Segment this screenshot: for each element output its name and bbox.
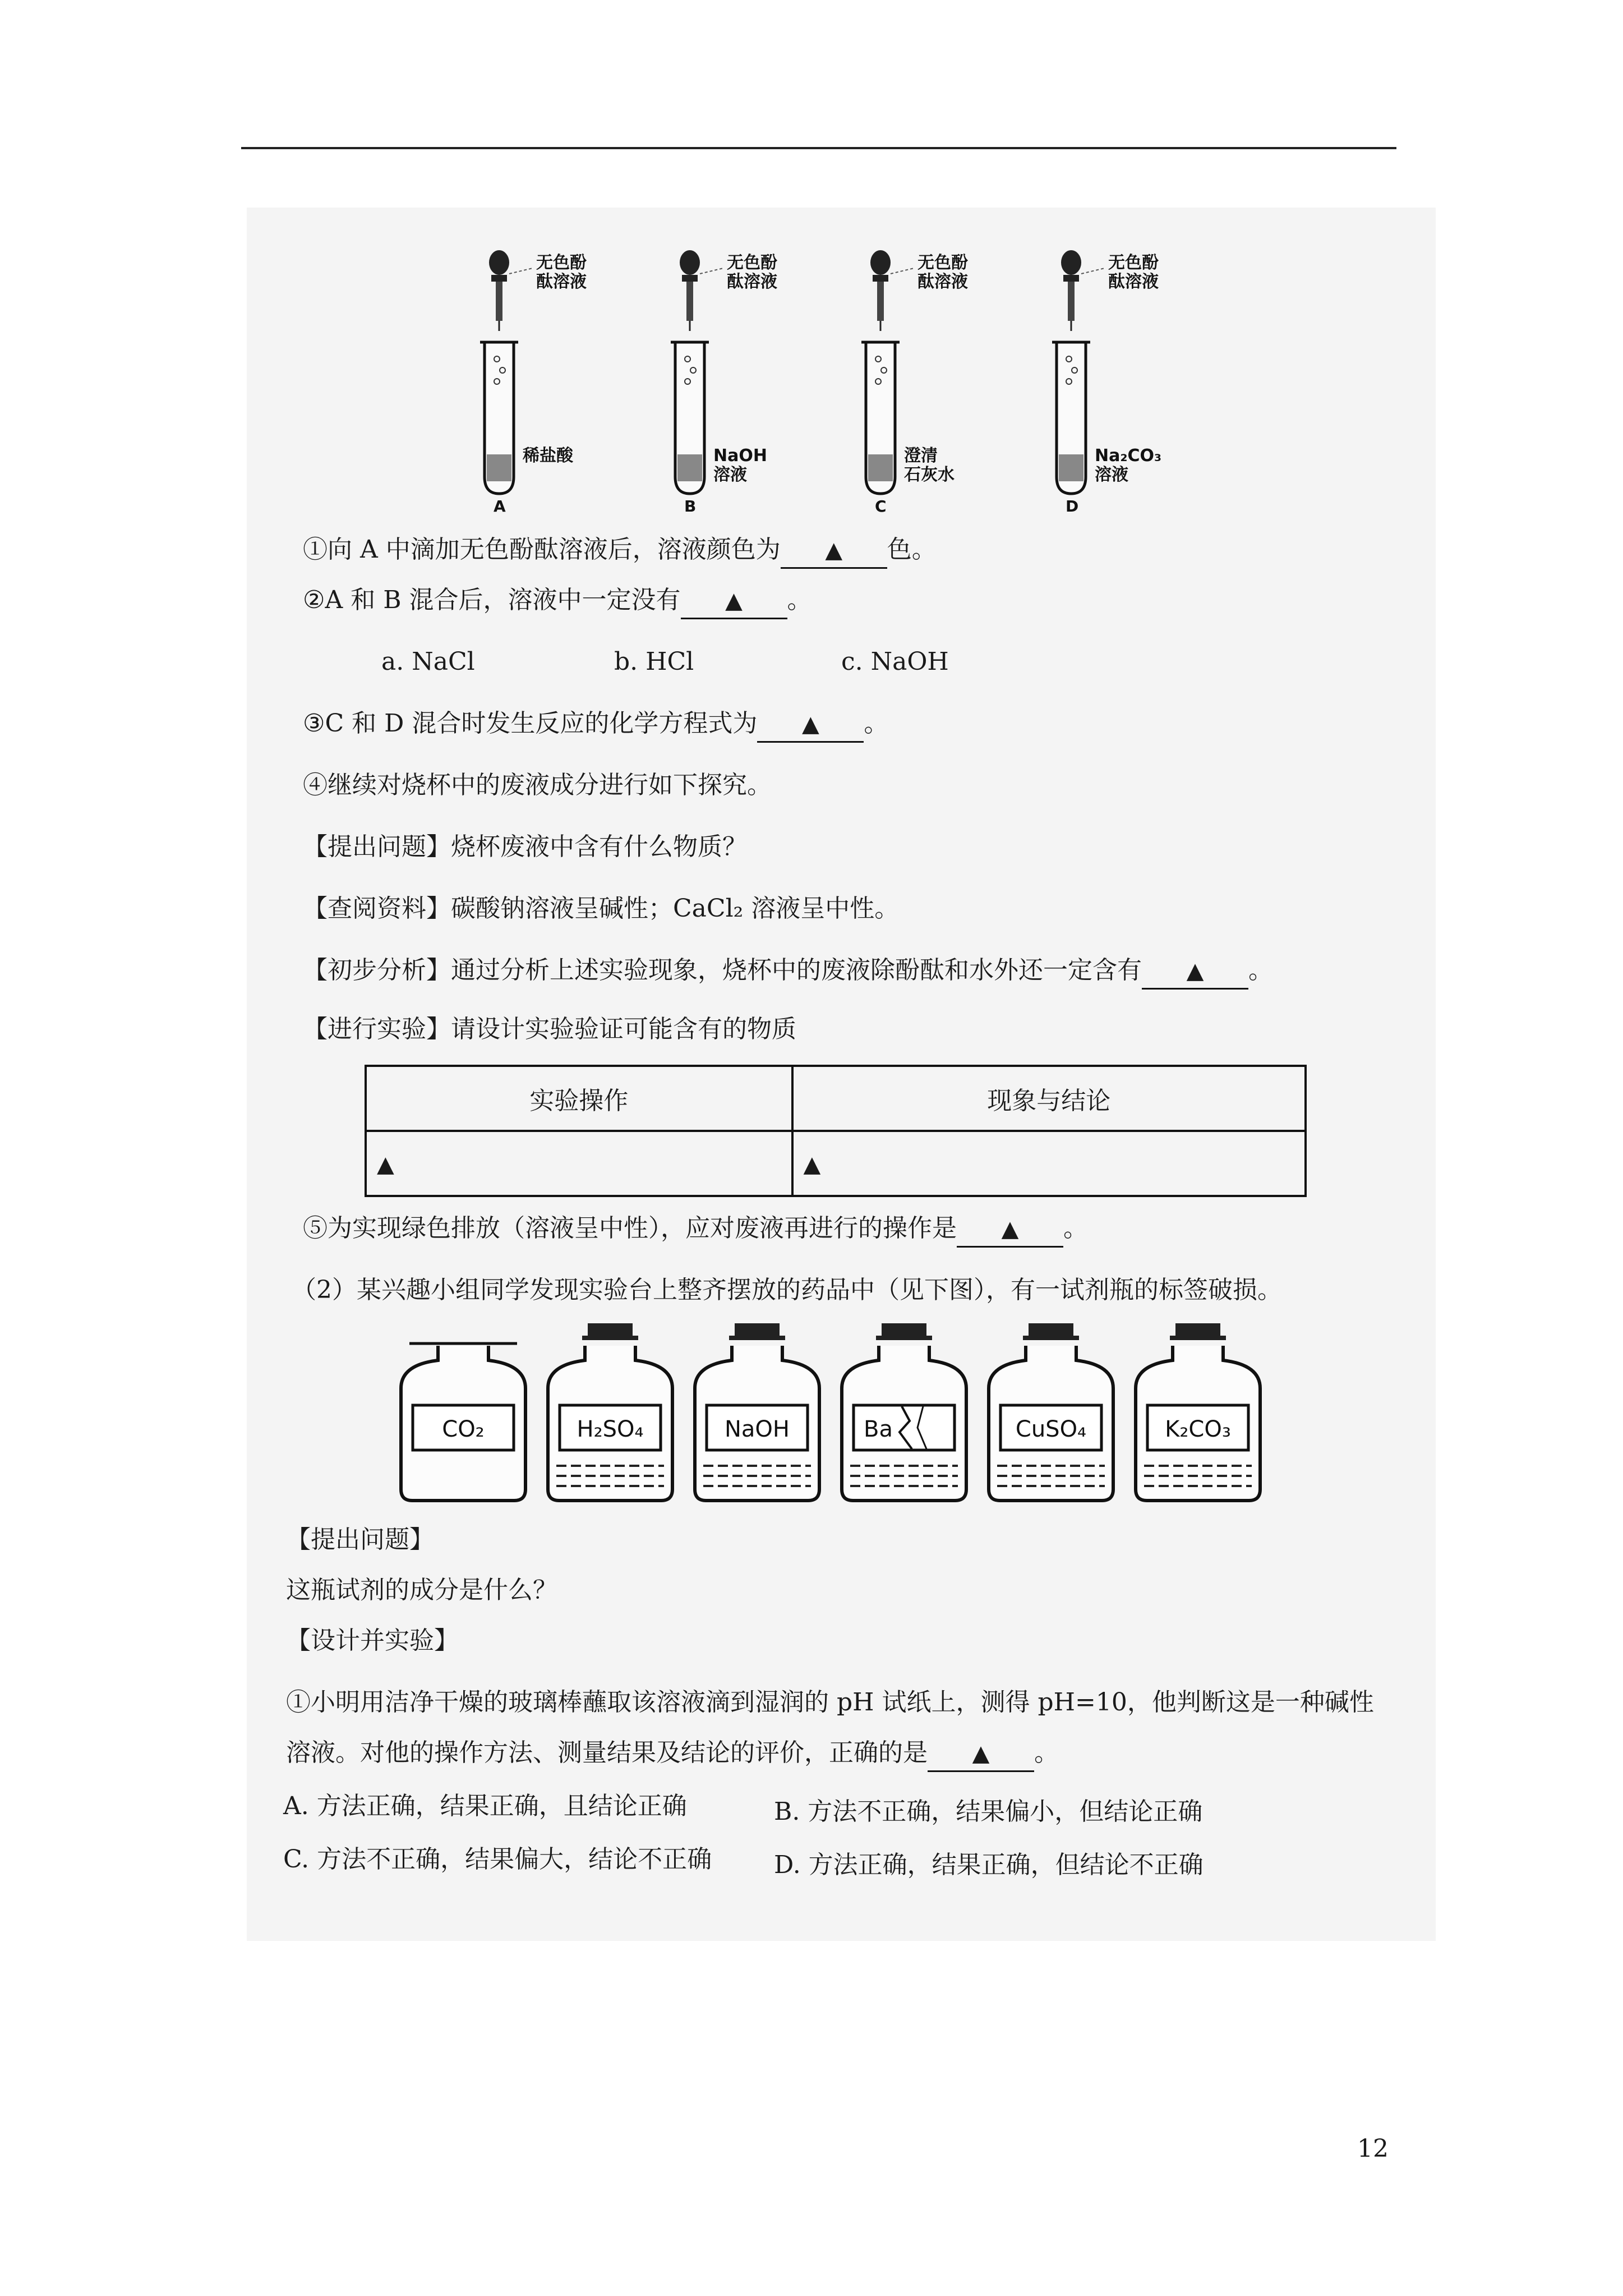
choice-d: D. 方法正确，结果正确，但结论不正确 xyxy=(774,1851,1204,1879)
q2-option-c: c. NaOH xyxy=(841,647,949,676)
tube-c xyxy=(861,250,968,516)
dropper-bulb-icon xyxy=(870,250,891,275)
answer-blank-1[interactable]: ▲ xyxy=(781,533,887,569)
test-tube-figure xyxy=(449,247,1245,516)
solution-label: 澄清 xyxy=(904,446,938,466)
choice-c: C. 方法不正确，结果偏大，结论不正确 xyxy=(283,1845,712,1874)
liquid-fill xyxy=(868,454,893,481)
solution-label: 石灰水 xyxy=(904,465,955,485)
initial-analysis: 【初步分析】通过分析上述实验现象，烧杯中的废液除酚酞和水外还一定含有 ▲ 。 xyxy=(303,954,1273,990)
dropper-bulb-icon xyxy=(1061,250,1081,275)
bottle-4 xyxy=(842,1323,966,1501)
design-step-1-cont: 溶液。对他的操作方法、测量结果及结论的评价，正确的是 ▲ 。 xyxy=(286,1736,1059,1772)
liquid-fill xyxy=(677,454,702,481)
ask-question: 【提出问题】烧杯废液中含有什么物质？ xyxy=(303,832,747,861)
dropper-label: 酞溶液 xyxy=(1108,272,1159,292)
dropper-collar-icon xyxy=(682,275,698,282)
dropper-stem-icon xyxy=(1068,282,1075,321)
dropper-bulb-icon xyxy=(489,250,509,275)
q2-option-b: b. HCl xyxy=(614,647,694,676)
liquid-fill xyxy=(1059,454,1083,481)
table-header-result: 现象与结论 xyxy=(792,1066,1306,1131)
solution-label: 溶液 xyxy=(1095,465,1128,485)
answer-blank-5[interactable]: ▲ xyxy=(957,1212,1063,1248)
tube-letter: B xyxy=(684,497,697,516)
dropper-label: 无色酚 xyxy=(727,253,777,273)
dropper-collar-icon xyxy=(873,275,888,282)
question-3: ③C 和 D 混合时发生反应的化学方程式为 ▲ 。 xyxy=(303,707,888,743)
part-2-intro: （2）某兴趣小组同学发现实验台上整齐摆放的药品中（见下图），有一试剂瓶的标签破损。 xyxy=(292,1276,1282,1304)
bottle-stopper-rim xyxy=(729,1336,785,1340)
table-cell-result[interactable]: ▲ xyxy=(792,1131,1306,1196)
choice-b: B. 方法不正确，结果偏小，但结论正确 xyxy=(774,1797,1203,1826)
bottle-stopper-rim xyxy=(876,1336,932,1340)
bottle-label-text: H₂SO₄ xyxy=(577,1416,644,1442)
bottle-stopper-rim xyxy=(1170,1336,1226,1340)
tube-a xyxy=(480,250,587,516)
dropper-label: 酞溶液 xyxy=(727,272,777,292)
bottle-label-text: K₂CO₃ xyxy=(1165,1416,1231,1442)
bottle-5 xyxy=(989,1323,1113,1501)
question-4: ④继续对烧杯中的废液成分进行如下探究。 xyxy=(303,771,772,799)
bottle-label-text: Ba xyxy=(864,1416,893,1442)
ask-question-2: 这瓶试剂的成分是什么？ xyxy=(286,1576,557,1604)
dropper-label: 无色酚 xyxy=(1108,253,1159,273)
ask-question-2-title: 【提出问题】 xyxy=(286,1525,434,1554)
tube-letter: C xyxy=(875,497,887,516)
tube-letter: A xyxy=(494,497,506,516)
dropper-bulb-icon xyxy=(680,250,700,275)
question-5: ⑤为实现绿色排放（溶液呈中性），应对废液再进行的操作是 ▲ 。 xyxy=(303,1212,1088,1248)
dropper-label: 酞溶液 xyxy=(917,272,968,292)
tube-d xyxy=(1052,250,1161,516)
leader-line xyxy=(700,268,723,274)
dropper-label: 无色酚 xyxy=(536,253,587,273)
solution-label: NaOH xyxy=(713,446,767,466)
tube-letter: D xyxy=(1066,497,1079,516)
dropper-stem-icon xyxy=(496,282,502,321)
question-1: ①向 A 中滴加无色酚酞溶液后，溶液颜色为 ▲ 色。 xyxy=(303,533,937,569)
table-cell-operation[interactable]: ▲ xyxy=(366,1131,792,1196)
bottle-label-text: NaOH xyxy=(725,1416,790,1442)
bottle-6 xyxy=(1136,1323,1260,1501)
solution-label: 稀盐酸 xyxy=(523,446,573,466)
dropper-label: 无色酚 xyxy=(917,253,968,273)
design-step-1: ①小明用洁净干燥的玻璃棒蘸取该溶液滴到湿润的 pH 试纸上，测得 pH=10，他判断这是一种碱性 xyxy=(286,1688,1374,1717)
choice-a: A. 方法正确，结果正确，且结论正确 xyxy=(283,1792,687,1820)
dropper-stem-icon xyxy=(877,282,884,321)
experiment-prompt: 【进行实验】请设计实验验证可能含有的物质 xyxy=(303,1015,796,1043)
experiment-table xyxy=(365,1065,1307,1197)
bottle-1 xyxy=(401,1343,525,1501)
bottle-stopper-rim xyxy=(582,1336,638,1340)
table-header-operation: 实验操作 xyxy=(366,1066,792,1131)
leader-line xyxy=(1081,268,1105,274)
question-2: ②A 和 B 混合后，溶液中一定没有 ▲ 。 xyxy=(303,583,812,619)
bottle-3 xyxy=(695,1323,819,1501)
answer-blank-4[interactable]: ▲ xyxy=(1142,954,1248,990)
bottle-2 xyxy=(548,1323,672,1501)
reagent-bottles-figure xyxy=(387,1321,1284,1512)
dropper-collar-icon xyxy=(491,275,507,282)
solution-label: Na₂CO₃ xyxy=(1095,446,1162,466)
dropper-collar-icon xyxy=(1063,275,1079,282)
bottle-label-text: CO₂ xyxy=(442,1416,485,1442)
tube-b xyxy=(671,250,777,516)
answer-blank-6[interactable]: ▲ xyxy=(928,1736,1034,1772)
answer-blank-3[interactable]: ▲ xyxy=(757,707,864,743)
dropper-stem-icon xyxy=(686,282,693,321)
bottle-label-text: CuSO₄ xyxy=(1015,1416,1087,1442)
dropper-label: 酞溶液 xyxy=(536,272,587,292)
bottle-stopper-rim xyxy=(1023,1336,1079,1340)
q2-option-a: a. NaCl xyxy=(381,647,475,676)
solution-label: 溶液 xyxy=(713,465,747,485)
liquid-fill xyxy=(487,454,511,481)
leader-line xyxy=(891,268,914,274)
answer-blank-2[interactable]: ▲ xyxy=(681,583,787,619)
design-title: 【设计并实验】 xyxy=(286,1626,459,1655)
leader-line xyxy=(509,268,533,274)
header-rule xyxy=(241,147,1396,149)
page-number: 12 xyxy=(1357,2134,1389,2163)
reference-info: 【查阅资料】碳酸钠溶液呈碱性；CaCl₂ 溶液呈中性。 xyxy=(303,894,900,923)
